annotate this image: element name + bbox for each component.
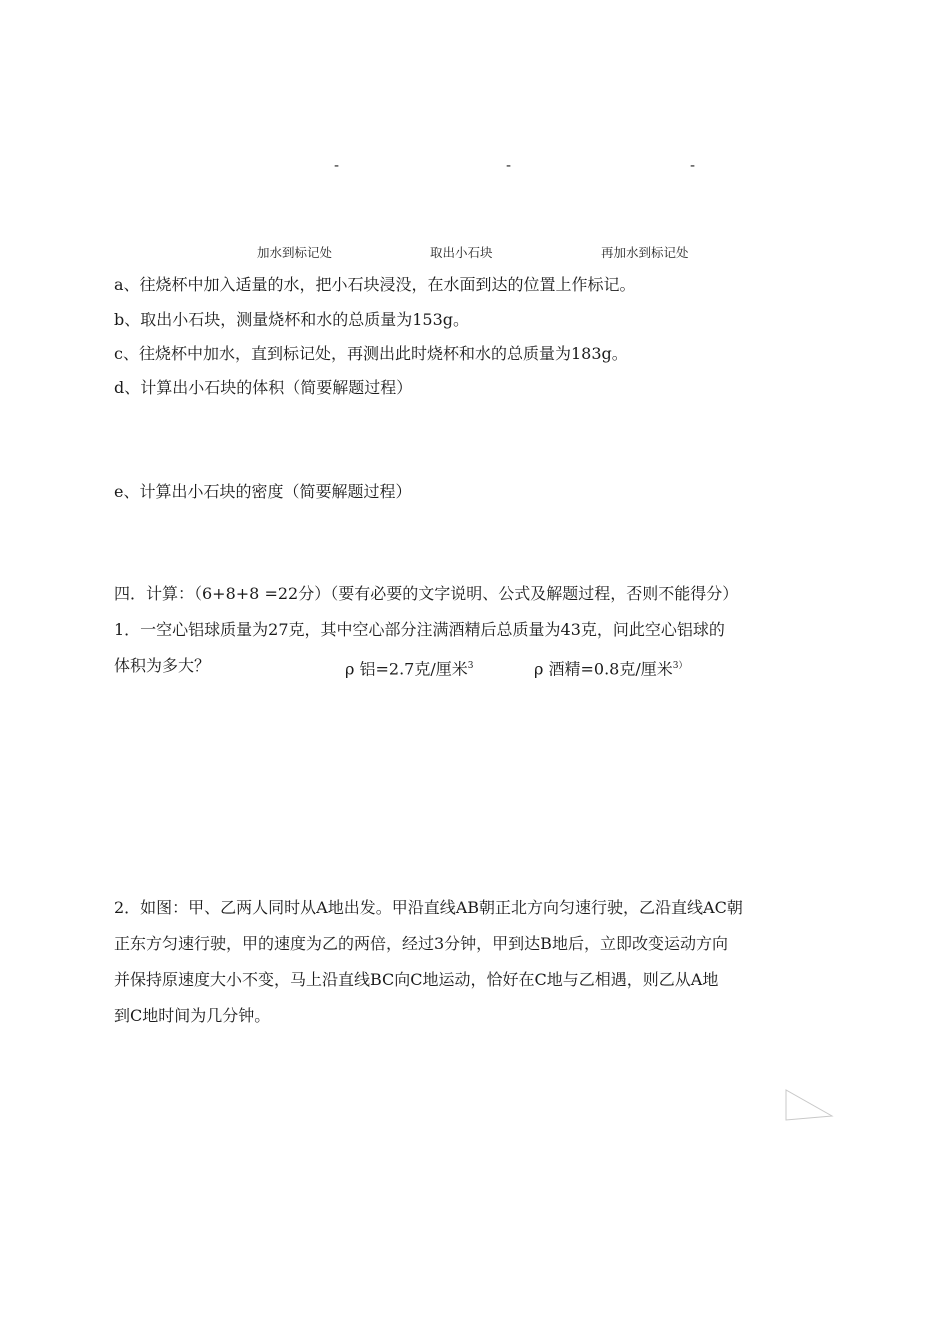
figure-dash-1: - bbox=[334, 158, 340, 174]
density-aluminum-sup: 3 bbox=[467, 661, 474, 671]
step-d: d、计算出小石块的体积（简要解题过程） bbox=[114, 378, 413, 397]
question-2-line-4: 到C地时间为几分钟。 bbox=[114, 1006, 271, 1025]
question-2-line-1: 2．如图：甲、乙两人同时从A地出发。甲沿直线AB朝正北方向匀速行驶，乙沿直线AC朝 bbox=[114, 898, 743, 917]
section-heading: 四．计算：（6+8+8 =22分）（要有必要的文字说明、公式及解题过程，否则不能得分） bbox=[114, 584, 739, 603]
density-alcohol bbox=[534, 656, 687, 679]
question-2-line-2: 正东方匀速行驶，甲的速度为乙的两倍，经过3分钟，甲到达B地后，立即改变运动方向 bbox=[114, 934, 728, 953]
triangle-shape bbox=[786, 1090, 832, 1120]
caption-add-water: 加水到标记处 bbox=[257, 245, 333, 260]
question-1-line-1: 1．一空心铝球质量为27克，其中空心部分注满酒精后总质量为43克，问此空心铝球的 bbox=[114, 620, 725, 639]
step-b: b、取出小石块，测量烧杯和水的总质量为153g。 bbox=[114, 310, 470, 329]
step-c: c、往烧杯中加水，直到标记处，再测出此时烧杯和水的总质量为183g。 bbox=[114, 344, 628, 363]
density-alcohol-text: ρ 酒精=0.8克/厘米 bbox=[534, 659, 673, 679]
figure-dash-3: - bbox=[690, 158, 696, 174]
figure-dash-2: - bbox=[506, 158, 512, 174]
question-1-line-2: 体积为多大？ bbox=[114, 656, 211, 675]
step-a: a、往烧杯中加入适量的水，把小石块浸没，在水面到达的位置上作标记。 bbox=[114, 275, 636, 294]
density-aluminum bbox=[345, 656, 473, 679]
density-alcohol-sup: 3） bbox=[672, 661, 688, 671]
question-2-line-3: 并保持原速度大小不变，马上沿直线BC向C地运动，恰好在C地与乙相遇，则乙从A地 bbox=[114, 970, 719, 989]
triangle-figure bbox=[780, 1086, 840, 1126]
caption-remove-stone: 取出小石块 bbox=[430, 245, 493, 260]
caption-refill-water: 再加水到标记处 bbox=[601, 245, 689, 260]
step-e: e、计算出小石块的密度（简要解题过程） bbox=[114, 482, 412, 501]
density-aluminum-text: ρ 铝=2.7克/厘米 bbox=[345, 659, 468, 679]
